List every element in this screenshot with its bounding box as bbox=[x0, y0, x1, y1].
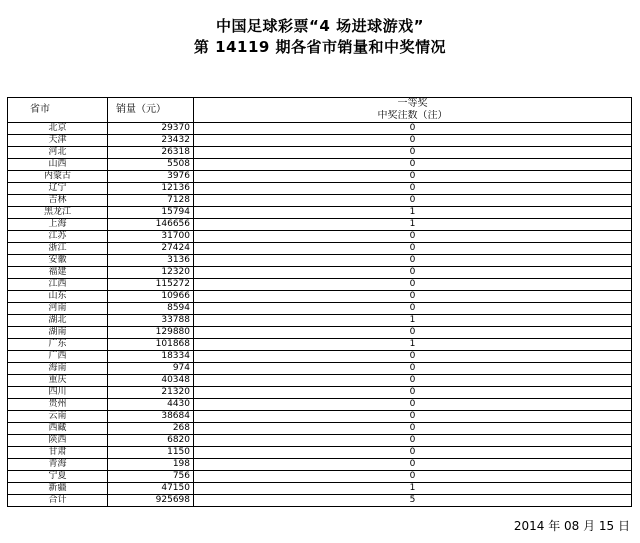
table-row bbox=[8, 471, 632, 483]
table-row bbox=[8, 135, 632, 147]
table-row bbox=[8, 375, 632, 387]
table-row bbox=[8, 411, 632, 423]
table-row bbox=[8, 423, 632, 435]
province-cell: 北京 bbox=[8, 123, 108, 135]
province-cell: 四川 bbox=[8, 387, 108, 399]
winners-cell: 1 bbox=[194, 207, 632, 219]
province-cell: 广西 bbox=[8, 351, 108, 363]
table-row bbox=[8, 183, 632, 195]
winners-cell: 0 bbox=[194, 255, 632, 267]
sales-cell: 974 bbox=[108, 363, 194, 375]
table-row bbox=[8, 495, 632, 507]
table-row bbox=[8, 207, 632, 219]
table-row bbox=[8, 303, 632, 315]
winners-cell: 0 bbox=[194, 159, 632, 171]
table-row bbox=[8, 459, 632, 471]
sales-cell: 26318 bbox=[108, 147, 194, 159]
province-cell: 黑龙江 bbox=[8, 207, 108, 219]
sales-cell: 146656 bbox=[108, 219, 194, 231]
table-body bbox=[8, 123, 632, 507]
province-cell: 青海 bbox=[8, 459, 108, 471]
winners-cell: 0 bbox=[194, 471, 632, 483]
province-cell: 浙江 bbox=[8, 243, 108, 255]
winners-cell: 0 bbox=[194, 279, 632, 291]
winners-cell: 0 bbox=[194, 291, 632, 303]
table-row bbox=[8, 195, 632, 207]
province-cell: 安徽 bbox=[8, 255, 108, 267]
province-cell: 甘肃 bbox=[8, 447, 108, 459]
sales-cell: 268 bbox=[108, 423, 194, 435]
sales-cell: 40348 bbox=[108, 375, 194, 387]
province-cell: 海南 bbox=[8, 363, 108, 375]
province-cell: 天津 bbox=[8, 135, 108, 147]
winners-cell: 0 bbox=[194, 123, 632, 135]
winners-cell: 0 bbox=[194, 327, 632, 339]
sales-cell: 31700 bbox=[108, 231, 194, 243]
page-subtitle: 第 14119 期各省市销量和中奖情况 bbox=[193, 38, 447, 56]
sales-cell: 5508 bbox=[108, 159, 194, 171]
table-row bbox=[8, 123, 632, 135]
winners-cell: 0 bbox=[194, 171, 632, 183]
winners-cell: 0 bbox=[194, 243, 632, 255]
province-cell: 广东 bbox=[8, 339, 108, 351]
sales-cell: 21320 bbox=[108, 387, 194, 399]
table-row bbox=[8, 171, 632, 183]
col-header-province: 省市 bbox=[8, 98, 108, 123]
table-row bbox=[8, 255, 632, 267]
province-cell: 辽宁 bbox=[8, 183, 108, 195]
table-row bbox=[8, 387, 632, 399]
winners-cell: 0 bbox=[194, 135, 632, 147]
province-cell: 内蒙古 bbox=[8, 171, 108, 183]
table-row bbox=[8, 159, 632, 171]
report-date: 2014 年 08 月 15 日 bbox=[513, 519, 630, 533]
sales-cell: 129880 bbox=[108, 327, 194, 339]
sales-cell: 7128 bbox=[108, 195, 194, 207]
table-row bbox=[8, 447, 632, 459]
sales-cell: 47150 bbox=[108, 483, 194, 495]
province-cell: 合计 bbox=[8, 495, 108, 507]
sales-cell: 6820 bbox=[108, 435, 194, 447]
province-cell: 江苏 bbox=[8, 231, 108, 243]
col-header-sales: 销量（元） bbox=[108, 98, 194, 123]
sales-cell: 10966 bbox=[108, 291, 194, 303]
winners-cell: 1 bbox=[194, 483, 632, 495]
winners-cell: 0 bbox=[194, 399, 632, 411]
sales-cell: 115272 bbox=[108, 279, 194, 291]
table-row bbox=[8, 327, 632, 339]
sales-cell: 23432 bbox=[108, 135, 194, 147]
table-row bbox=[8, 243, 632, 255]
sales-cell: 15794 bbox=[108, 207, 194, 219]
province-cell: 河北 bbox=[8, 147, 108, 159]
sales-cell: 8594 bbox=[108, 303, 194, 315]
winners-cell: 0 bbox=[194, 183, 632, 195]
winners-cell: 1 bbox=[194, 315, 632, 327]
sales-cell: 4430 bbox=[108, 399, 194, 411]
winners-cell: 0 bbox=[194, 147, 632, 159]
province-cell: 河南 bbox=[8, 303, 108, 315]
province-cell: 山东 bbox=[8, 291, 108, 303]
winners-cell: 1 bbox=[194, 339, 632, 351]
col-header-prize-group: 一等奖 bbox=[194, 98, 632, 111]
winners-cell: 0 bbox=[194, 303, 632, 315]
table-row bbox=[8, 267, 632, 279]
winners-cell: 0 bbox=[194, 195, 632, 207]
winners-cell: 1 bbox=[194, 219, 632, 231]
winners-cell: 0 bbox=[194, 387, 632, 399]
table-row bbox=[8, 363, 632, 375]
table-row bbox=[8, 291, 632, 303]
table-row bbox=[8, 351, 632, 363]
sales-cell: 101868 bbox=[108, 339, 194, 351]
sales-cell: 38684 bbox=[108, 411, 194, 423]
winners-cell: 5 bbox=[194, 495, 632, 507]
province-cell: 江西 bbox=[8, 279, 108, 291]
col-header-prize-count: 中奖注数（注） bbox=[194, 110, 632, 123]
sales-cell: 3136 bbox=[108, 255, 194, 267]
sales-cell: 1150 bbox=[108, 447, 194, 459]
page-title: 中国足球彩票“4 场进球游戏” bbox=[216, 17, 424, 35]
province-cell: 湖北 bbox=[8, 315, 108, 327]
table-row bbox=[8, 399, 632, 411]
winners-cell: 0 bbox=[194, 435, 632, 447]
winners-cell: 0 bbox=[194, 351, 632, 363]
sales-cell: 198 bbox=[108, 459, 194, 471]
sales-cell: 925698 bbox=[108, 495, 194, 507]
sales-cell: 29370 bbox=[108, 123, 194, 135]
sales-cell: 756 bbox=[108, 471, 194, 483]
province-cell: 宁夏 bbox=[8, 471, 108, 483]
sales-cell: 12136 bbox=[108, 183, 194, 195]
province-cell: 吉林 bbox=[8, 195, 108, 207]
winners-cell: 0 bbox=[194, 411, 632, 423]
winners-cell: 0 bbox=[194, 231, 632, 243]
winners-cell: 0 bbox=[194, 363, 632, 375]
table-row bbox=[8, 279, 632, 291]
sales-cell: 18334 bbox=[108, 351, 194, 363]
province-cell: 云南 bbox=[8, 411, 108, 423]
winners-cell: 0 bbox=[194, 447, 632, 459]
sales-cell: 3976 bbox=[108, 171, 194, 183]
province-cell: 西藏 bbox=[8, 423, 108, 435]
province-cell: 重庆 bbox=[8, 375, 108, 387]
table-row bbox=[8, 231, 632, 243]
province-cell: 福建 bbox=[8, 267, 108, 279]
winners-cell: 0 bbox=[194, 375, 632, 387]
province-cell: 山西 bbox=[8, 159, 108, 171]
province-cell: 陕西 bbox=[8, 435, 108, 447]
table-row bbox=[8, 219, 632, 231]
table-row bbox=[8, 339, 632, 351]
table-row bbox=[8, 483, 632, 495]
table-row bbox=[8, 147, 632, 159]
province-cell: 上海 bbox=[8, 219, 108, 231]
sales-cell: 33788 bbox=[108, 315, 194, 327]
table-row bbox=[8, 315, 632, 327]
province-cell: 湖南 bbox=[8, 327, 108, 339]
table-row bbox=[8, 435, 632, 447]
winners-cell: 0 bbox=[194, 267, 632, 279]
province-cell: 新疆 bbox=[8, 483, 108, 495]
sales-cell: 12320 bbox=[108, 267, 194, 279]
sales-cell: 27424 bbox=[108, 243, 194, 255]
winners-cell: 0 bbox=[194, 423, 632, 435]
province-cell: 贵州 bbox=[8, 399, 108, 411]
sales-table bbox=[7, 97, 632, 507]
winners-cell: 0 bbox=[194, 459, 632, 471]
